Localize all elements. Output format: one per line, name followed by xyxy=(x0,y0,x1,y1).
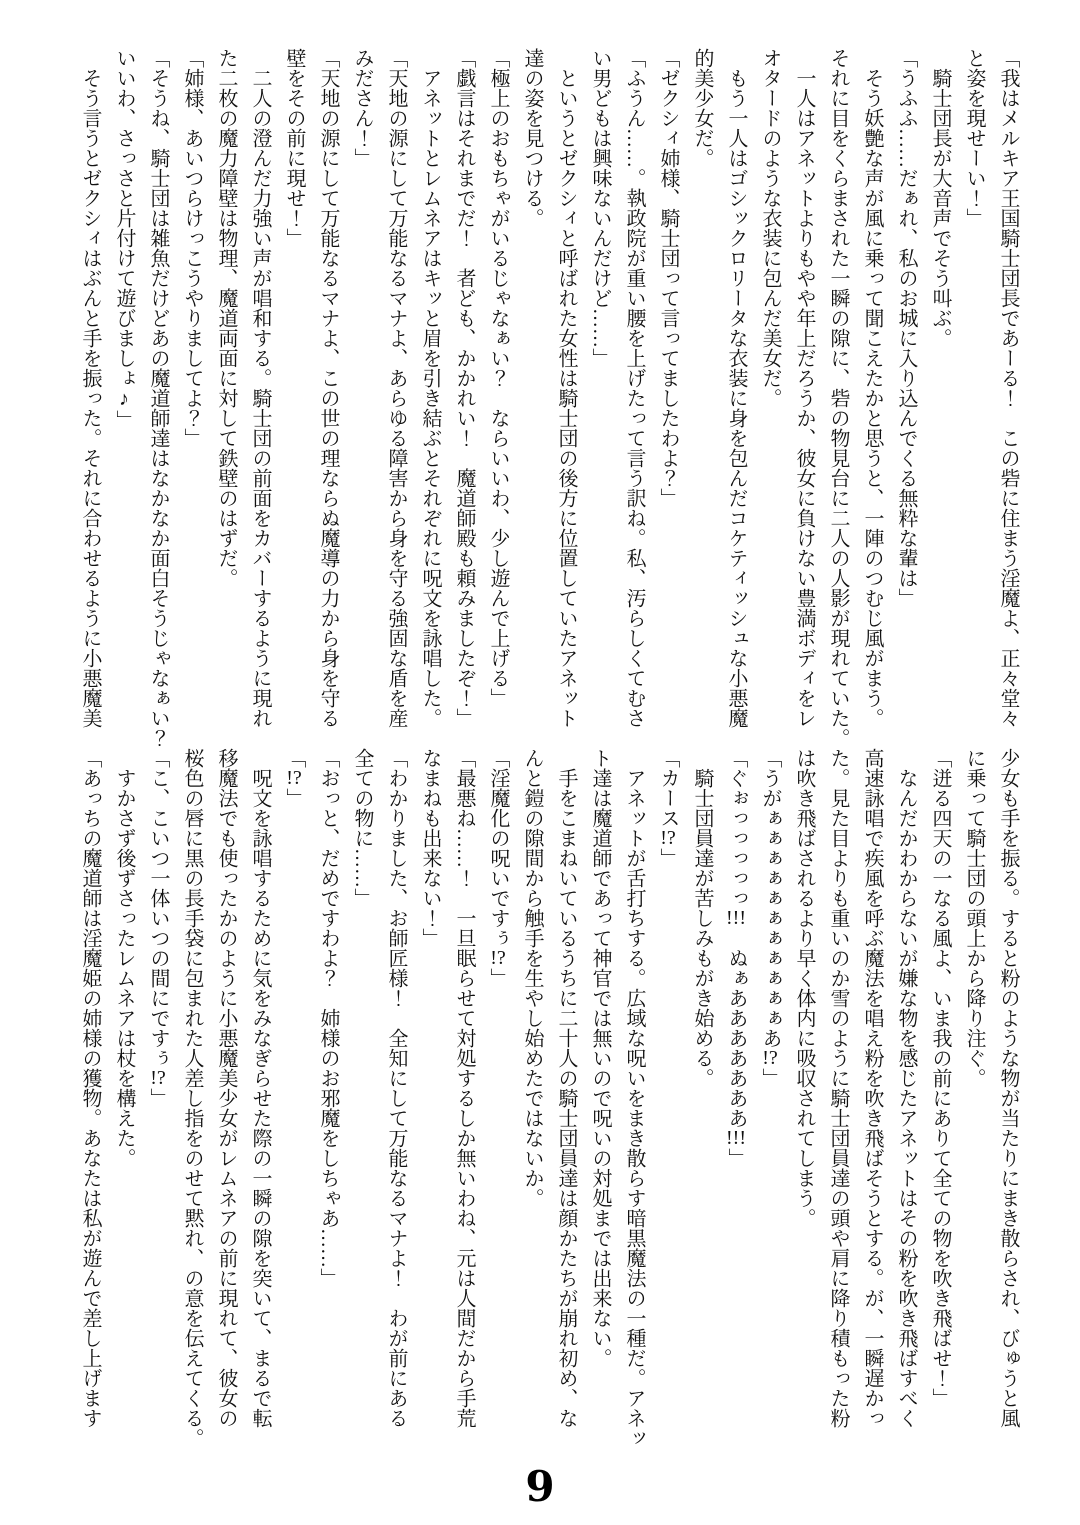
text-line: 呪文を詠唱するために気をみなぎらせた際の一瞬の隙を突いて、まるで転 xyxy=(249,768,271,1428)
text-line: んと鎧の隙間から触手を生やし始めたではないか。 xyxy=(521,748,543,1208)
text-line: 桜色の唇に黒の長手袋に包まれた人差し指をのせて黙れ、の意を伝えてくる。 xyxy=(181,748,203,1448)
text-line: アネットが舌打ちする。広域な呪いをまき散らす暗黒魔法の一種だ。アネッ xyxy=(623,768,645,1448)
text-line: 移魔法でも使ったかのように小悪魔美少女がレムネアの前に現れて、彼女の xyxy=(215,748,237,1428)
text-line: 「おっと、だめですわよ？ 姉様のお邪魔をしちゃあ……」 xyxy=(317,748,339,1288)
text-line: 二人の澄んだ力強い声が唱和する。騎士団の前面をカバーするように現れ xyxy=(249,68,271,728)
text-line: アネットとレムネアはキッと眉を引き結ぶとそれぞれに呪文を詠唱した。 xyxy=(419,68,441,728)
text-line: 「こ、こいつ一体いつの間にですぅ!?」 xyxy=(147,748,169,1108)
text-line: 手をこまねいているうちに二十人の騎士団員達は顔かたちが崩れ初め、な xyxy=(555,768,577,1428)
text-line: というとゼクシィと呼ばれた女性は騎士団の後方に位置していたアネット xyxy=(555,68,577,728)
text-line: 「淫魔化の呪いですぅ!?」 xyxy=(487,748,509,988)
text-line: 「うがぁぁぁぁぁぁぁぁぁぁぁあ!?」 xyxy=(759,748,781,1088)
text-line: 「ゼクシィ姉様、騎士団って言ってましたわよ？」 xyxy=(657,48,679,508)
text-line: た二枚の魔力障壁は物理、魔道両面に対して鉄壁のはずだ。 xyxy=(215,48,237,588)
text-line: 「そうね、騎士団は雑魚だけどあの魔道師達はなかなか面白そうじゃなぁい？ xyxy=(147,48,169,748)
text-line: 全ての物に……」 xyxy=(351,748,373,908)
text-line: 「わかりました、お師匠様！ 全知にして万能なるマナよ！ わが前にある xyxy=(385,748,407,1428)
text-line: 「ぐぉっっっっっ!!! ぬぁあああああああ!!!」 xyxy=(725,748,747,1168)
text-line: 「戯言はそれまでだ！ 者ども、かかれい！ 魔道師殿も頼みましたぞ！」 xyxy=(453,48,475,728)
text-line: 高速詠唱で疾風を呼ぶ魔法を唱え粉を吹き飛ばそうとする。が、一瞬遅かっ xyxy=(861,748,883,1428)
text-line: い男どもは興味ないんだけど……」 xyxy=(589,48,611,368)
text-line: オタードのような衣装に包んだ美女だ。 xyxy=(759,48,781,408)
text-line: すかさず後ずさったレムネアは杖を構えた。 xyxy=(113,768,135,1168)
text-line: 一人はアネットよりもやや年上だろうか、彼女に負けない豊満ボディをレ xyxy=(793,68,815,728)
tatechuyoko: !? xyxy=(490,948,506,968)
text-line: 騎士団長が大音声でそう叫ぶ。 xyxy=(929,68,951,348)
text-line: なまねも出来ない！」 xyxy=(419,748,441,948)
text-line: 的美少女だ。 xyxy=(691,48,713,168)
text-line: 「迸る四天の一なる風よ、いま我の前にありて全ての物を吹き飛ばせ！」 xyxy=(929,748,951,1408)
text-line: 「極上のおもちゃがいるじゃなぁい？ ならいいわ、少し遊んで上げる」 xyxy=(487,48,509,708)
tatechuyoko: !!! xyxy=(726,908,746,928)
text-line: 少女も手を振る。すると粉のような物が当たりにまき散らされ、びゅうと風 xyxy=(997,748,1019,1428)
text-line: もう一人はゴシックロリータな衣装に身を包んだコケティッシュな小悪魔 xyxy=(725,68,747,728)
text-line: 壁をその前に現せ！」 xyxy=(283,48,305,248)
text-line: 「あっちの魔道師は淫魔姫の姉様の獲物。あなたは私が遊んで差し上げます xyxy=(79,748,101,1428)
text-line: みださん！」 xyxy=(351,48,373,168)
text-line: 達の姿を見つける。 xyxy=(521,48,543,228)
text-line: そう妖艶な声が風に乗って聞こえたかと思うと、一陣のつむじ風がまう。 xyxy=(861,68,883,728)
text-line: た。見た目よりも重いのか雪のように騎士団員達の頭や肩に降り積もった粉 xyxy=(827,748,849,1428)
text-line: と姿を現せーい！」 xyxy=(963,48,985,228)
tatechuyoko: !? xyxy=(150,1068,166,1088)
tatechuyoko: !!! xyxy=(726,1128,746,1148)
text-line: 「カース!?」 xyxy=(657,748,679,868)
text-block-top xyxy=(73,48,1025,748)
text-line: なんだかわからないが嫌な物を感じたアネットはその粉を吹き飛ばすべく xyxy=(895,768,917,1428)
text-line: 「姉様、あいつらけっこうやりましてよ？」 xyxy=(181,48,203,448)
page-number: 9 xyxy=(525,1462,555,1511)
text-line: 騎士団員達が苦しみもがき始める。 xyxy=(691,768,713,1088)
tatechuyoko: !? xyxy=(660,828,676,848)
text-line: に乗って騎士団の頭上から降り注ぐ。 xyxy=(963,748,985,1088)
text-line: 「天地の源にして万能なるマナよ、あらゆる障害から身を守る強固な盾を産 xyxy=(385,48,407,728)
text-line: 「ふうん……。執政院が重い腰を上げたって言う訳ね。私、汚らしくてむさ xyxy=(623,48,645,728)
text-line: いいわ、さっさと片付けて遊びましょ♪」 xyxy=(113,48,135,430)
text-line: それに目をくらまされた一瞬の隙に、砦の物見台に二人の人影が現れていた。 xyxy=(827,48,849,748)
text-line: 「最悪ね……！ 一旦眠らせて対処するしか無いわね、元は人間だから手荒 xyxy=(453,748,475,1428)
tatechuyoko: !? xyxy=(286,768,302,788)
tatechuyoko: !? xyxy=(762,1048,778,1068)
text-line: 「うふふ……だぁれ、私のお城に入り込んでくる無粋な輩は」 xyxy=(895,48,917,608)
text-line: は吹き飛ばされるより早く体内に吸収されてしまう。 xyxy=(793,748,815,1228)
text-line: 「我はメルキア王国騎士団長であーる！ この砦に住まう淫魔よ、正々堂々 xyxy=(997,48,1019,728)
text-line: 「!?」 xyxy=(283,748,305,808)
text-line: 「天地の源にして万能なるマナよ、この世の理ならぬ魔導の力から身を守る xyxy=(317,48,339,728)
text-line: そう言うとゼクシィはぶんと手を振った。それに合わせるように小悪魔美 xyxy=(79,68,101,728)
text-block-bottom xyxy=(73,748,1025,1448)
text-line: ト達は魔道師であって神官では無いので呪いの対処までは出来ない。 xyxy=(589,748,611,1368)
